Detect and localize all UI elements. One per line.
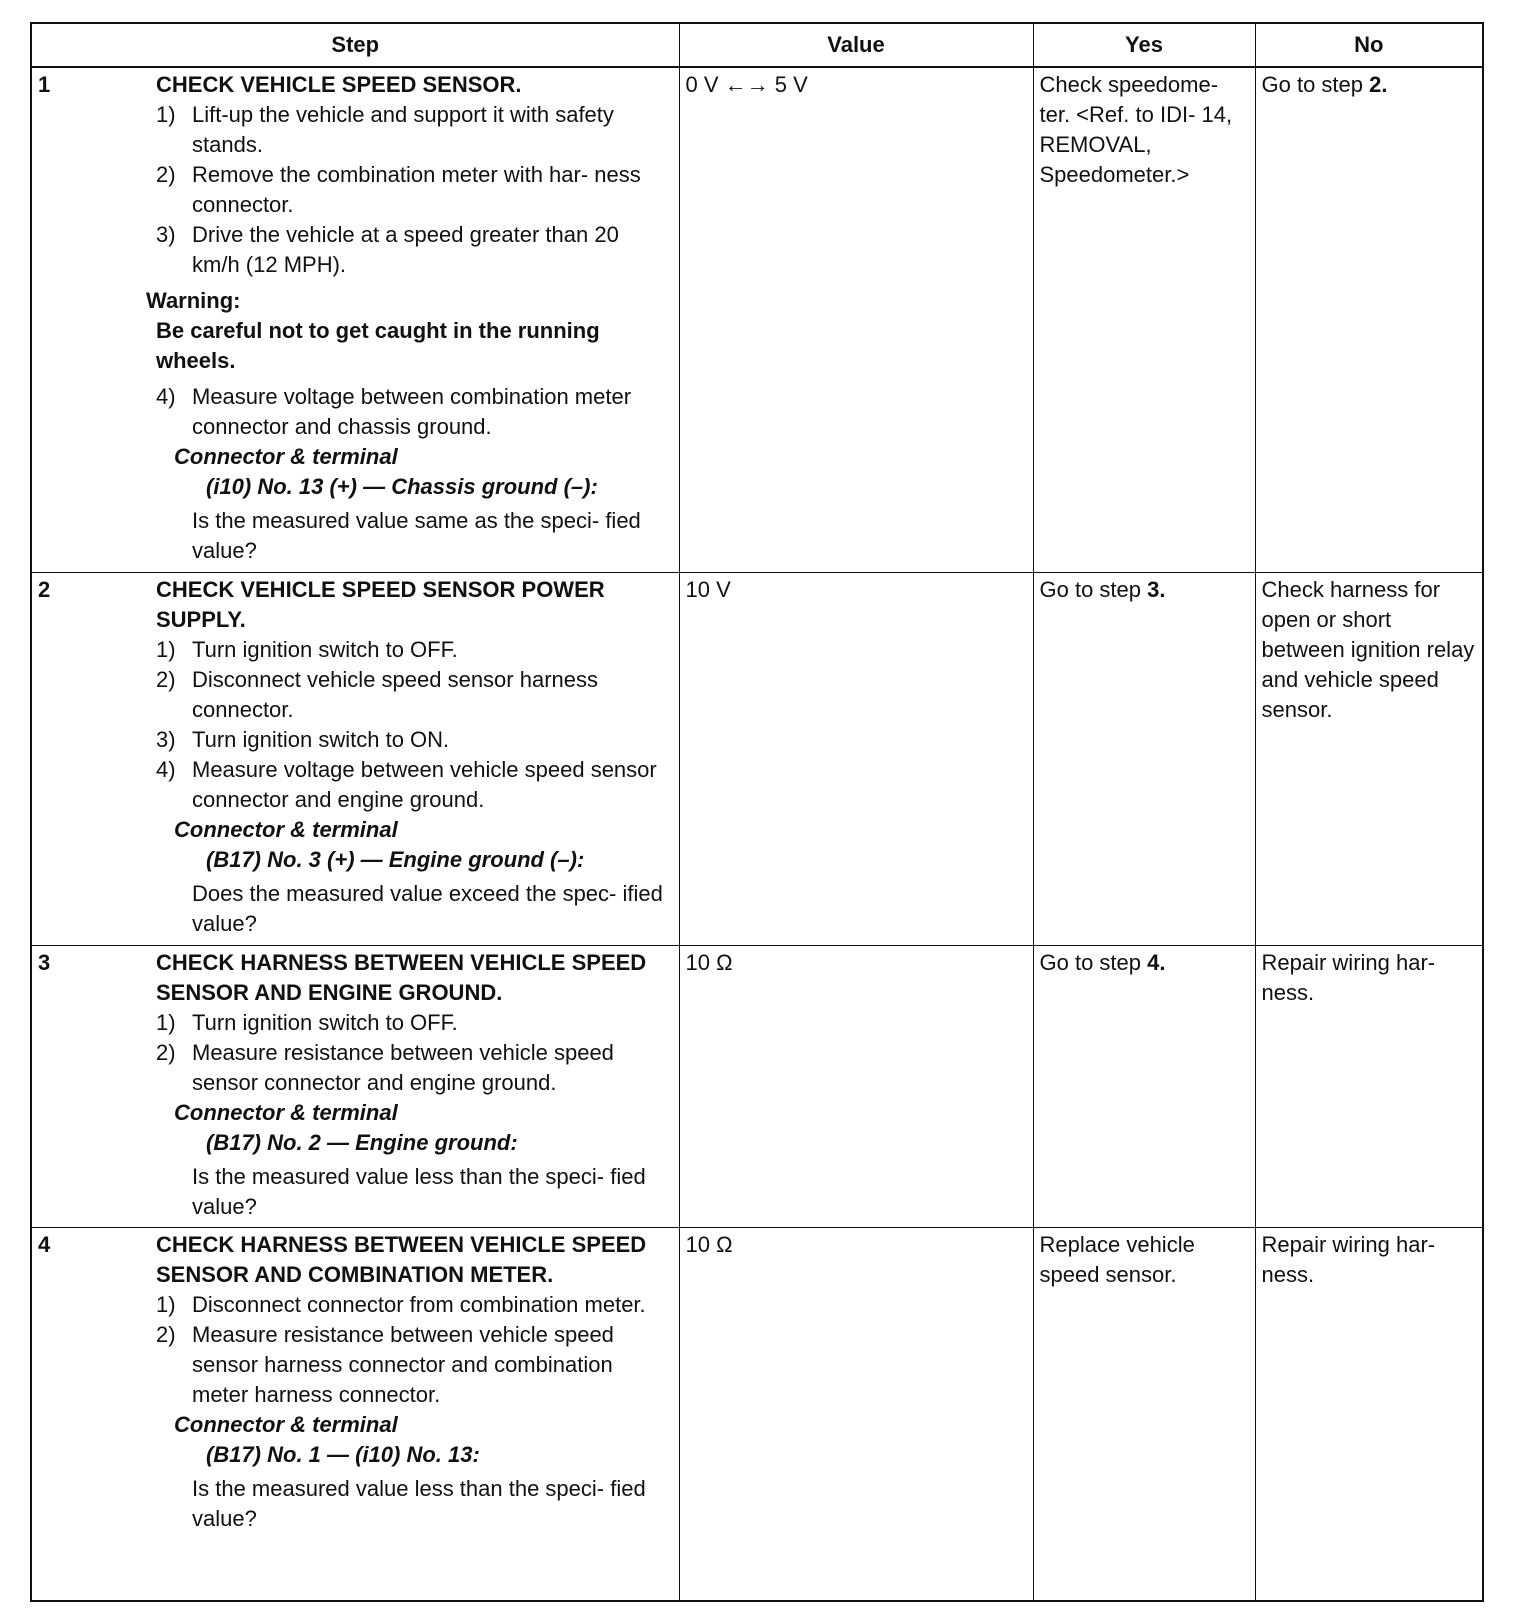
step-question: Does the measured value exceed the spec- ified value? xyxy=(192,881,663,937)
sub-step: 1) Turn ignition switch to OFF. xyxy=(156,637,458,663)
step-ref: 4. xyxy=(1147,949,1166,975)
value-cell: 10 V xyxy=(679,573,1033,946)
no-cell: Check harness for open or short between ignition relay and vehicle speed sensor. xyxy=(1255,573,1483,946)
sub-step: 2) Measure resistance between vehicle speed sensor connector and engine ground. xyxy=(156,1039,614,1095)
yes-cell: Check speedome- ter. <Ref. to IDI- 14, REMOVAL, Speedometer.> xyxy=(1033,67,1255,573)
connector-label: Connector & terminal xyxy=(174,1099,398,1125)
table-row xyxy=(31,945,1483,1227)
no-cell: Go to step 2. xyxy=(1255,67,1483,573)
step-title: CHECK HARNESS BETWEEN VEHICLE SPEED SENSOR AND COMBINATION METER. xyxy=(156,1231,647,1287)
step-question: Is the measured value less than the speci- fied value? xyxy=(192,1163,646,1219)
header-row xyxy=(31,23,1483,67)
table-row xyxy=(31,1227,1483,1601)
step-cell xyxy=(31,945,679,1227)
step-title: CHECK VEHICLE SPEED SENSOR. xyxy=(156,72,522,97)
connector-detail: (B17) No. 1 — (i10) No. 13: xyxy=(206,1441,480,1467)
step-ref: 2. xyxy=(1369,72,1388,97)
step-number: 3 xyxy=(38,949,51,975)
connector-label: Connector & terminal xyxy=(174,1411,398,1437)
connector-label: Connector & terminal xyxy=(174,444,398,469)
sub-step: 2) Measure resistance between vehicle speed sensor harness connector and combination meter harness connector. xyxy=(156,1321,614,1407)
sub-step: 3) Turn ignition switch to ON. xyxy=(156,727,450,753)
value-cell: 0 V ←→ 5 V xyxy=(679,67,1033,573)
header-no: No xyxy=(1255,23,1483,67)
sub-step: 3) Drive the vehicle at a speed greater than 20 km/h (12 MPH). xyxy=(156,222,619,277)
step-title: CHECK HARNESS BETWEEN VEHICLE SPEED SENSOR AND ENGINE GROUND. xyxy=(156,949,647,1005)
step-cell xyxy=(31,1227,679,1601)
sub-step: 4) Measure voltage between combination meter connector and chassis ground. xyxy=(156,384,632,439)
step-number: 1 xyxy=(38,72,51,97)
header-value: Value xyxy=(679,23,1033,67)
step-question: Is the measured value same as the speci- fied value? xyxy=(192,508,641,563)
step-ref: 3. xyxy=(1147,577,1166,603)
sub-step: 1) Turn ignition switch to OFF. xyxy=(156,1009,458,1035)
no-cell: Repair wiring har- ness. xyxy=(1255,945,1483,1227)
step-number: 4 xyxy=(38,1231,51,1257)
warning-text: Be careful not to get caught in the running wheels. xyxy=(156,318,600,373)
sub-step: 4) Measure voltage between vehicle speed sensor connector and engine ground. xyxy=(156,757,657,813)
sub-step: 2) Remove the combination meter with har- ness connector. xyxy=(156,162,641,217)
step-cell xyxy=(31,573,679,946)
yes-cell: Replace vehicle speed sensor. xyxy=(1033,1227,1255,1601)
header-step: Step xyxy=(31,23,679,67)
value-cell: 10 Ω xyxy=(679,945,1033,1227)
warning-label: Warning: xyxy=(146,288,241,313)
no-cell: Repair wiring har- ness. xyxy=(1255,1227,1483,1601)
header-yes: Yes xyxy=(1033,23,1255,67)
yes-cell: Go to step 4. xyxy=(1033,945,1255,1227)
step-cell xyxy=(31,67,679,573)
yes-cell: Go to step 3. xyxy=(1033,573,1255,946)
step-number: 2 xyxy=(38,577,51,603)
connector-detail: (B17) No. 3 (+) — Engine ground (–): xyxy=(206,847,585,873)
sub-step: 1) Disconnect connector from combination meter. xyxy=(156,1291,646,1317)
diagnostic-table xyxy=(30,22,1484,1602)
table-row xyxy=(31,67,1483,573)
connector-detail: (B17) No. 2 — Engine ground: xyxy=(206,1129,518,1155)
step-title: CHECK VEHICLE SPEED SENSOR POWER SUPPLY. xyxy=(156,577,605,633)
sub-step: 2) Disconnect vehicle speed sensor harness connector. xyxy=(156,667,599,723)
sub-step: 1) Lift-up the vehicle and support it with safety stands. xyxy=(156,102,614,157)
connector-detail: (i10) No. 13 (+) — Chassis ground (–): xyxy=(206,474,598,499)
connector-label: Connector & terminal xyxy=(174,817,398,843)
value-cell: 10 Ω xyxy=(679,1227,1033,1601)
step-question: Is the measured value less than the speci- fied value? xyxy=(192,1475,646,1531)
table-row xyxy=(31,573,1483,946)
